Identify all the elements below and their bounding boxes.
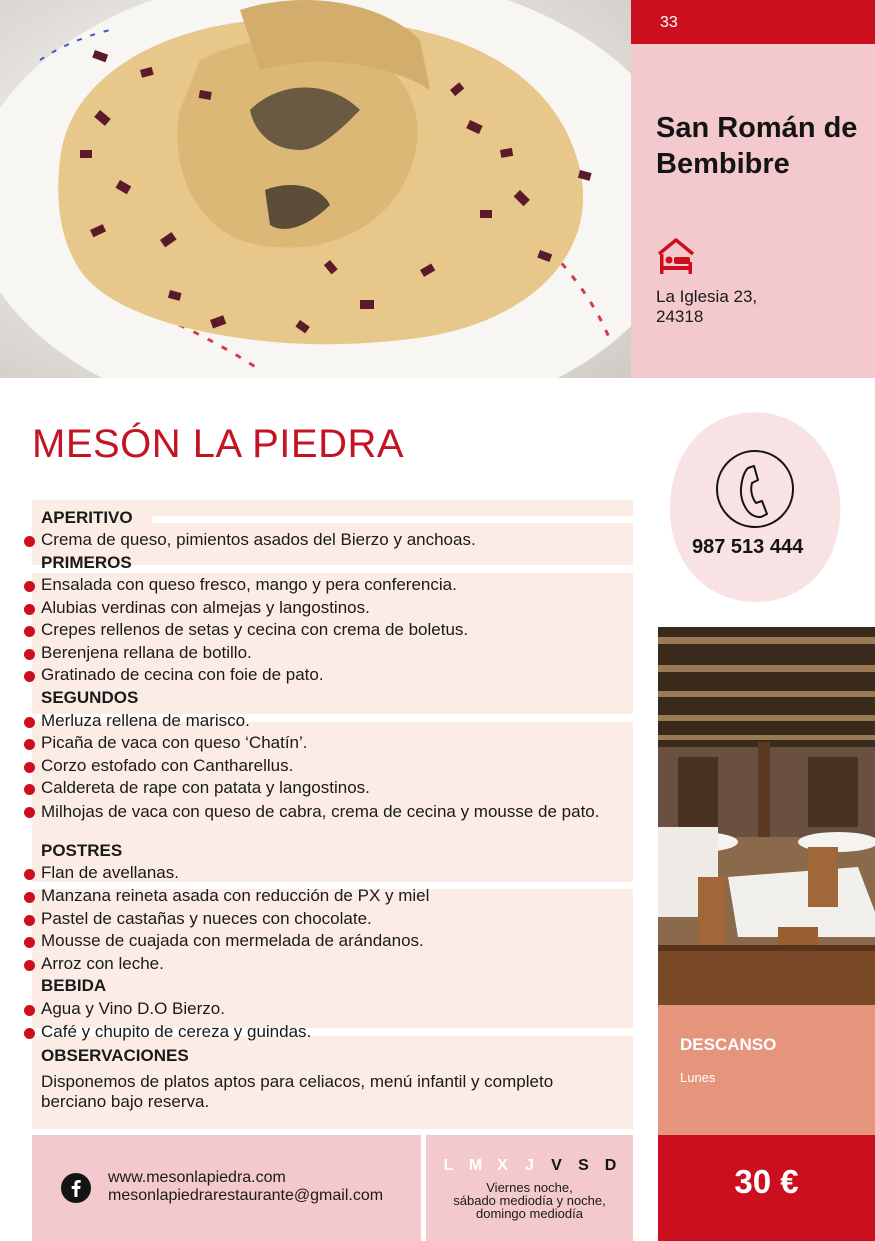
day-label: S xyxy=(578,1157,589,1174)
lodging-icon xyxy=(656,236,696,276)
menu-item: Agua y Vino D.O Bierzo. xyxy=(32,998,633,1021)
menu-item: Caldereta de rape con patata y langostinos. xyxy=(32,777,633,800)
observations-title: OBSERVACIONES xyxy=(41,1046,189,1065)
dish-photo xyxy=(0,0,631,378)
opening-hours xyxy=(426,1181,633,1220)
rest-day-value: Lunes xyxy=(680,1070,716,1085)
hours-line: domingo mediodía xyxy=(476,1206,583,1221)
day-label: M xyxy=(468,1157,483,1174)
menu-item: Berenjena rellana de botillo. xyxy=(32,642,633,665)
email-link[interactable]: mesonlapiedrarestaurante@gmail.com xyxy=(108,1187,384,1204)
observations-text: Disponemos de platos aptos para celiacos, menú infantil y completo berciano bajo reserva. xyxy=(41,1072,554,1111)
facebook-icon[interactable] xyxy=(61,1173,91,1203)
menu-item: Café y chupito de cereza y guindas. xyxy=(32,1021,633,1044)
day-label: L xyxy=(443,1157,454,1174)
section-title-aperitivo: APERITIVO xyxy=(41,508,133,527)
address-postcode: 24318 xyxy=(656,307,704,326)
day-label: D xyxy=(604,1157,617,1174)
address xyxy=(656,287,757,327)
menu-item: Ensalada con queso fresco, mango y pera conferencia. xyxy=(32,574,633,597)
menu-item: Manzana reineta asada con reducción de PX y miel xyxy=(32,885,633,908)
day-label: J xyxy=(525,1157,534,1174)
dining-room-photo xyxy=(658,627,875,1005)
menu-item: Mousse de cuajada con mermelada de arándanos. xyxy=(32,930,633,953)
menu-item: Flan de avellanas. xyxy=(32,862,633,885)
section-title-segundos: SEGUNDOS xyxy=(41,688,139,708)
menu-item: Alubias verdinas con almejas y langostinos. xyxy=(32,597,633,620)
menu-item: Pastel de castañas y nueces con chocolate. xyxy=(32,908,633,931)
phone-number: 987 513 444 xyxy=(692,536,804,558)
phone-icon xyxy=(714,448,796,530)
restaurant-name: MESÓN LA PIEDRA xyxy=(32,422,405,466)
menu-item: Picaña de vaca con queso ‘Chatín’. xyxy=(32,732,633,755)
page-number: 33 xyxy=(660,14,678,31)
town-name: San Román de Bembibre xyxy=(656,112,858,180)
menu-item: Crema de queso, pimientos asados del Bierzo y anchoas. xyxy=(32,529,633,552)
website-link[interactable]: www.mesonlapiedra.com xyxy=(108,1169,286,1186)
menu-price: 30 € xyxy=(734,1163,799,1200)
menu-item: Crepes rellenos de setas y cecina con crema de boletus. xyxy=(32,619,633,642)
day-label: V xyxy=(551,1157,562,1174)
rest-day-title: DESCANSO xyxy=(680,1035,777,1054)
hours-line: sábado mediodía y noche, xyxy=(453,1193,606,1208)
hours-line: Viernes noche, xyxy=(486,1180,573,1195)
menu-item: Gratinado de cecina con foie de pato. xyxy=(32,664,633,687)
section-title-postres: POSTRES xyxy=(41,840,123,860)
location-panel xyxy=(631,44,875,378)
section-title-primeros: PRIMEROS xyxy=(41,552,132,572)
weekday-row xyxy=(426,1157,633,1175)
day-label: X xyxy=(497,1157,508,1174)
section-title-bebida: BEBIDA xyxy=(41,976,107,996)
menu-list xyxy=(32,500,633,1043)
menu-item: Corzo estofado con Cantharellus. xyxy=(32,755,633,778)
address-street: La Iglesia 23, xyxy=(656,287,758,306)
menu-item: Milhojas de vaca con queso de cabra, crema de cecina y mousse de pato. xyxy=(32,800,617,840)
menu-item: Arroz con leche. xyxy=(32,953,633,976)
menu-item: Merluza rellena de marisco. xyxy=(32,710,633,733)
